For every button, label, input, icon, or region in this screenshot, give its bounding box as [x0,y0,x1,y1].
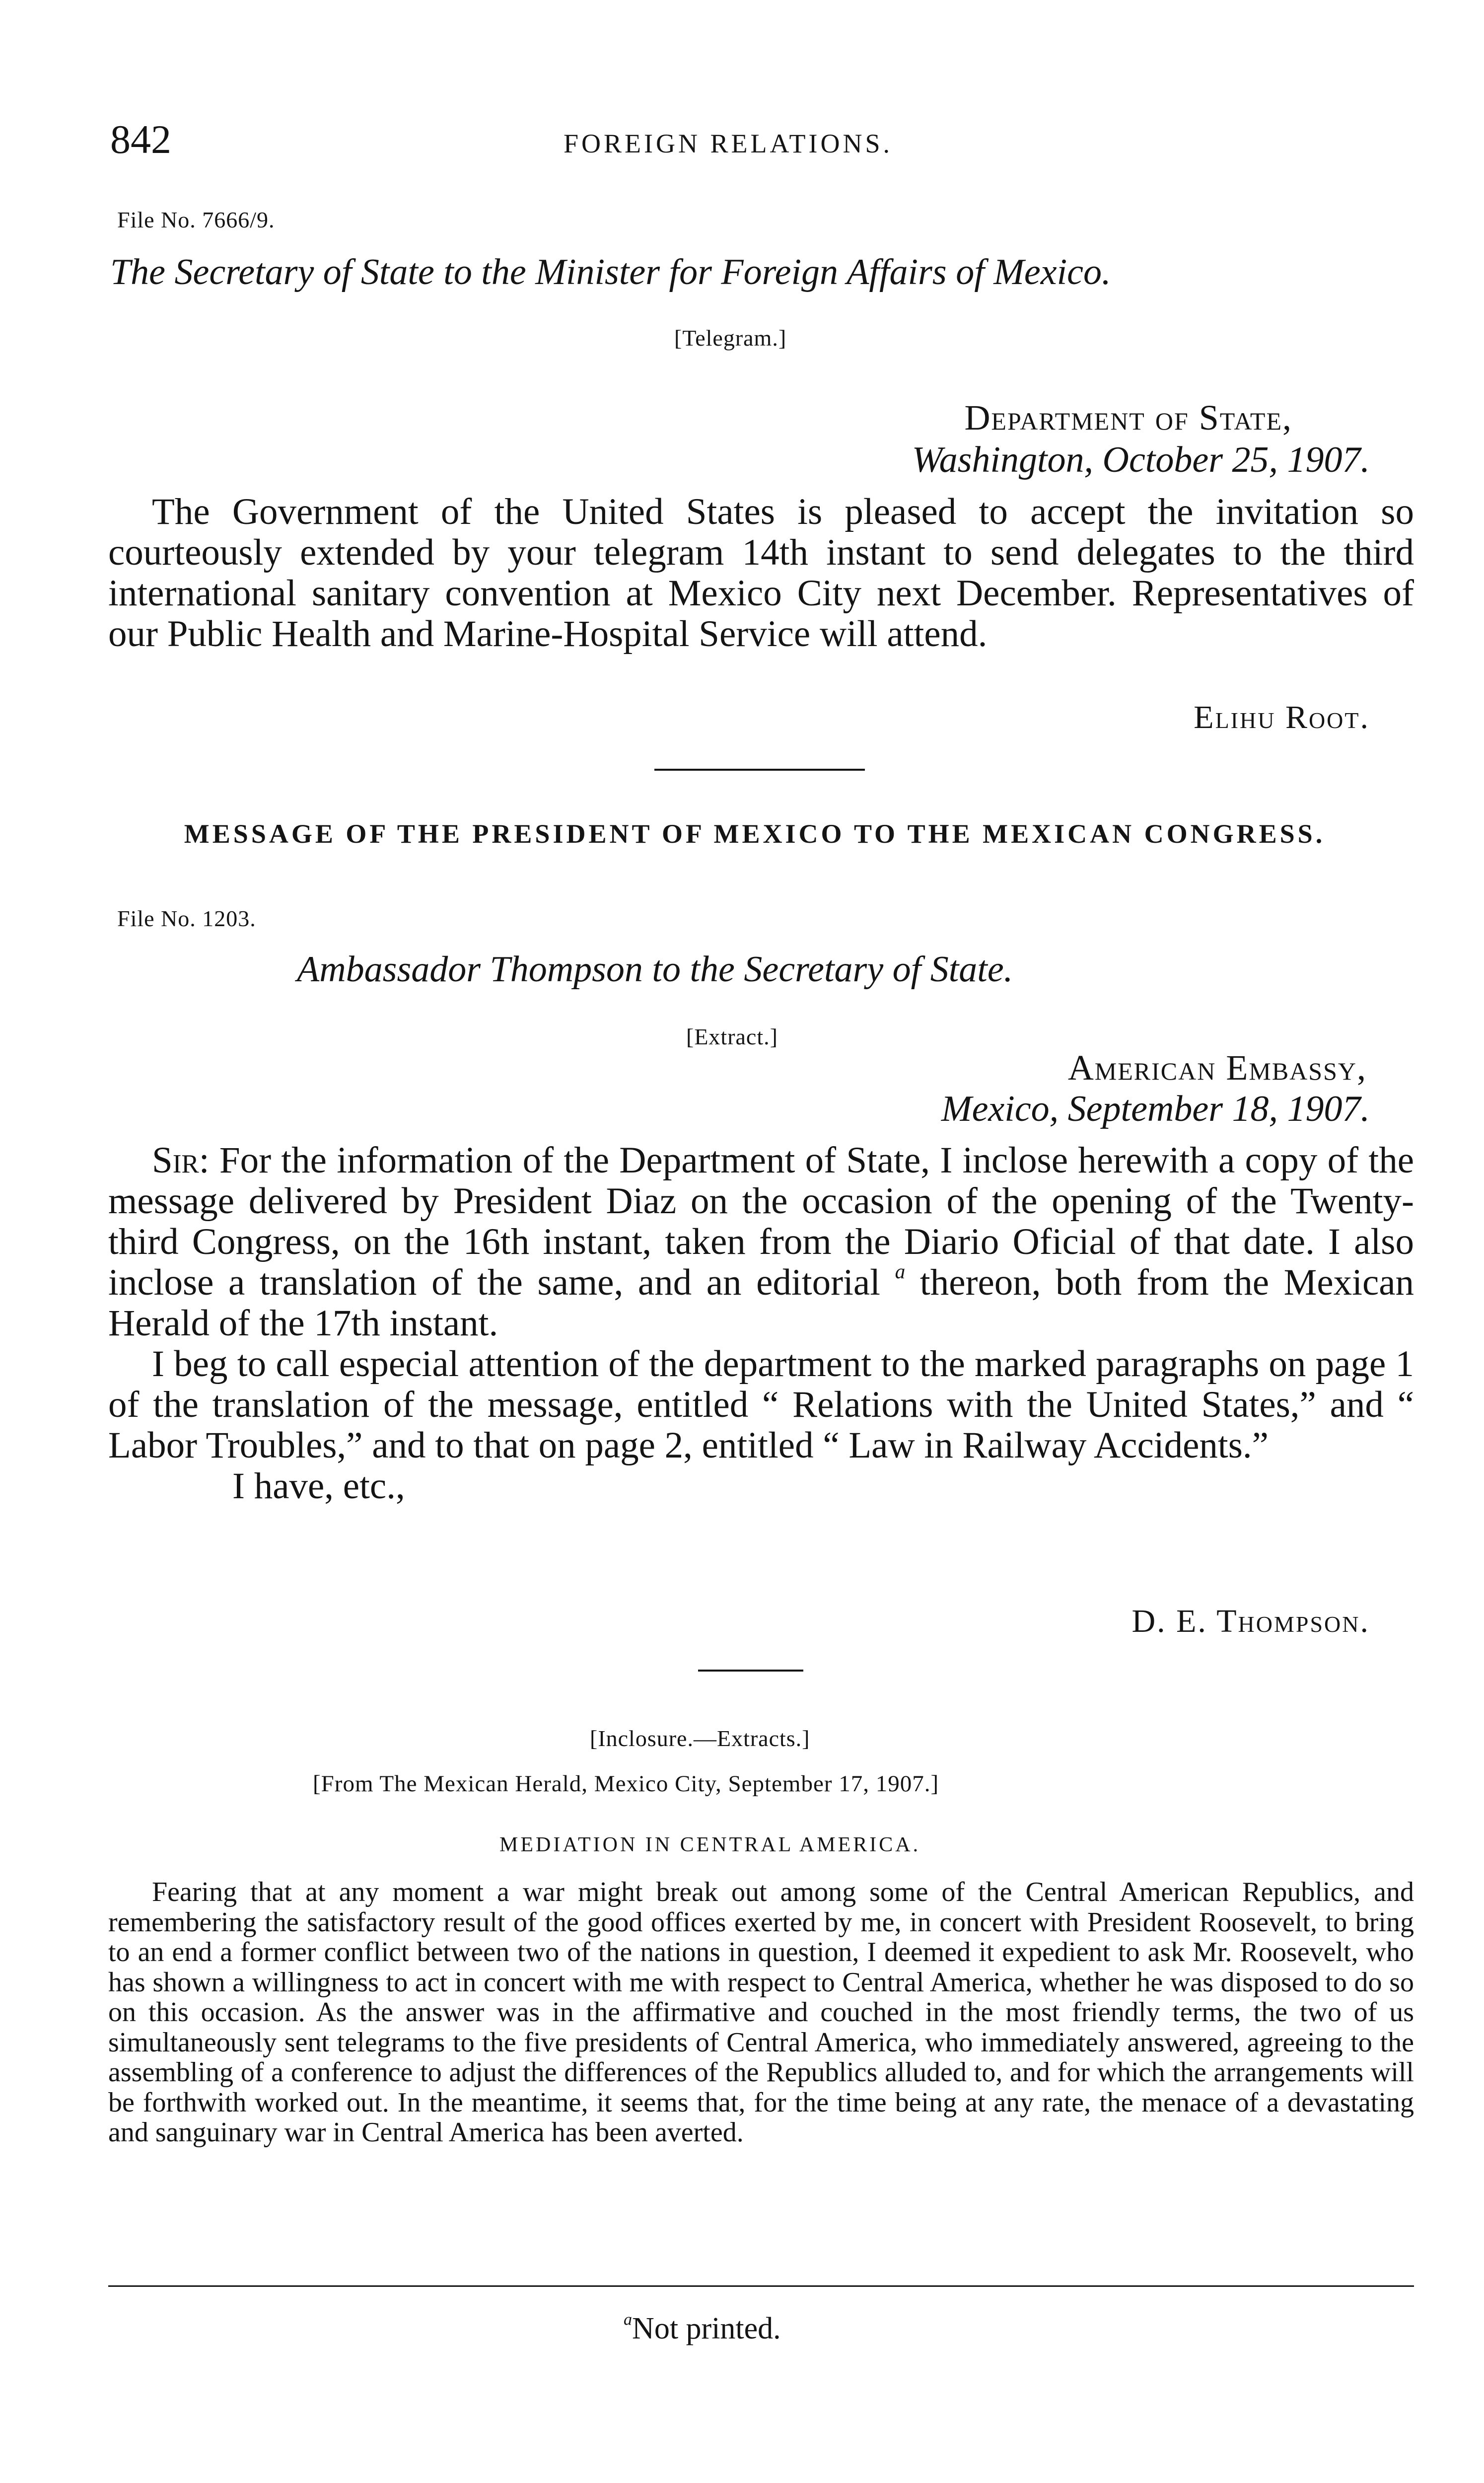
inclosure-body [108,1877,1414,2148]
document-title: Ambassador Thompson to the Secretary of State. [297,949,1013,990]
footnote-marker: a [624,2310,633,2329]
footnote-reference: a [895,1260,906,1283]
salutation: Sir: [152,1140,210,1181]
document-note: [Extract.] [686,1024,778,1049]
footnote [624,2310,781,2345]
page-number: 842 [110,117,171,162]
closing: I have, etc., [232,1465,405,1507]
document-note: [Telegram.] [674,325,787,351]
divider-rule [654,769,865,771]
inclosure-paragraph: Fearing that at any moment a war might break out among some of the Central American Republics, and remembering the satisfactory result of the good offices exerted by me, in concert with President Roosevelt, to bring to an end a former conflict between two of the nations in question, I deemed it expedient to ask Mr. Roosevelt, who has shown a willingness to act in concert with me with respect to Central America, whether he was disposed to do so on this occasion. As the answer was in the affirmative and couched in the most friendly terms, the two of us simultaneously sent telegrams to the five presidents of Central America, who immediately answered, agreeing to the assembling of a conference to adjust the differences of the Republics alluded to, and for which the arrangements will be forthwith worked out. In the meantime, it seems that, for the time being at any rate, the menace of a devastating and sanguinary war in Central America has been averted. [108,1877,1414,2148]
inclosure-source: [From The Mexican Herald, Mexico City, September 17, 1907.] [313,1771,939,1797]
letter-paragraph-2: I beg to call especial attention of the department to the marked paragraphs on page 1 of the translation of the message, entitled “ Relations with the United States,” and “ Labor Troubles,” and to that on page 2, entitled “ Law in Railway Accidents.” [108,1343,1414,1466]
dateline-organization: American Embassy, [1067,1048,1367,1088]
telegram-paragraph: The Government of the United States is pleased to accept the invitation so courteously extended by your telegram 14th instant to send delegates to the third international sanitary convention at Mexico City next December. Representatives of our Public Health and Marine-Hospital Service will attend. [108,491,1414,655]
dateline-place-date: Washington, October 25, 1907. [912,439,1370,480]
document-title: The Secretary of State to the Minister for Foreign Affairs of Mexico. [110,252,1111,292]
dateline-place-date: Mexico, September 18, 1907. [941,1089,1370,1129]
letter-body [108,1140,1414,1507]
signature: Elihu Root. [1194,699,1370,735]
running-title: FOREIGN RELATIONS. [564,129,893,158]
letter-paragraph-1: Sir: For the information of the Department of State, I inclose herewith a copy of the message delivered by President Diaz on the occasion of the opening of the Twenty-third Congress, on the 16th instant, taken from the Diario Oficial of that date. I also inclose a translation of the same, and an editorial $^a$ thereon, both from the Mexican Herald of the 17th instant. [108,1140,1414,1344]
inclosure-section-title: MEDIATION IN CENTRAL AMERICA. [499,1833,921,1856]
dateline-organization: Department of State, [964,398,1292,438]
footnote-rule [108,2285,1414,2287]
telegram-body [108,492,1414,655]
file-number: File No. 1203. [117,906,256,931]
divider-rule [698,1670,803,1672]
inclosure-label: [Inclosure.—Extracts.] [590,1726,810,1751]
file-number: File No. 7666/9. [117,207,275,232]
signature: D. E. Thompson. [1131,1603,1370,1639]
footnote-text: Not printed. [632,2312,781,2345]
section-heading: MESSAGE OF THE PRESIDENT OF MEXICO TO THE MEXICAN CONGRESS. [184,819,1326,849]
